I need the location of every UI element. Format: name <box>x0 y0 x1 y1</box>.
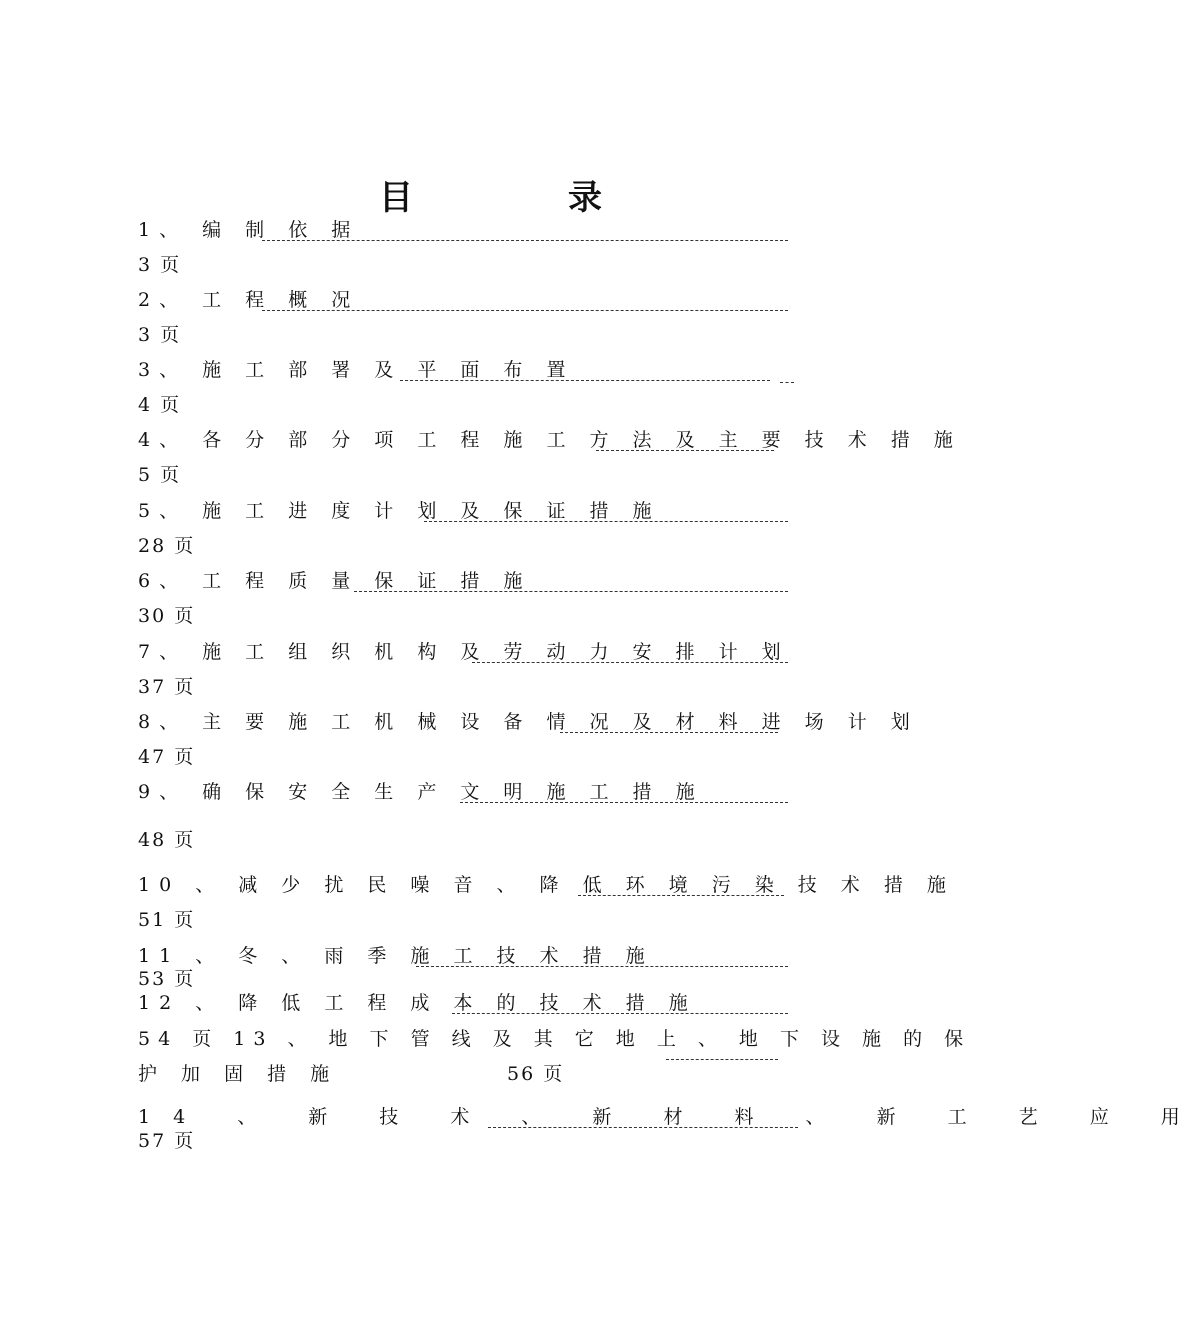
leader-line <box>596 450 774 451</box>
toc-page-4: 5 页 <box>138 464 182 486</box>
toc-entry-5[interactable]: 5、 施 工 进 度 计 划 及 保 证 措 施 <box>138 500 661 522</box>
toc-page-3: 4 页 <box>138 394 182 416</box>
toc-entry-11[interactable]: 11 、 冬 、 雨 季 施 工 技 术 措 施 <box>138 945 654 967</box>
toc-page-14: 57 页 <box>138 1130 196 1152</box>
leader-line <box>472 662 788 663</box>
toc-entry-6[interactable]: 6、 工 程 质 量 保 证 措 施 <box>138 570 532 592</box>
toc-page-5: 28 页 <box>138 535 196 557</box>
toc-page-1: 3 页 <box>138 254 182 276</box>
leader-line <box>416 966 788 967</box>
leader-line <box>452 1013 788 1014</box>
leader-line <box>262 240 788 241</box>
toc-page-11: 53 页 <box>138 968 196 990</box>
toc-entry-9[interactable]: 9、 确 保 安 全 生 产 文 明 施 工 措 施 <box>138 781 704 803</box>
toc-title <box>0 170 950 220</box>
leader-line <box>780 382 794 383</box>
toc-page-10: 51 页 <box>138 909 196 931</box>
leader-line <box>424 521 788 522</box>
toc-page-13: 56 页 <box>507 1063 565 1085</box>
toc-page-9: 48 页 <box>138 829 196 851</box>
leader-line <box>666 1059 778 1060</box>
leader-line <box>262 310 788 311</box>
toc-page-8: 47 页 <box>138 746 196 768</box>
toc-page-2: 3 页 <box>138 324 182 346</box>
toc-entry-8[interactable]: 8、 主 要 施 工 机 械 设 备 情 况 及 材 料 进 场 计 划 <box>138 711 919 733</box>
toc-entry-12[interactable]: 12 、 降 低 工 程 成 本 的 技 术 措 施 <box>138 992 697 1014</box>
toc-entry-4[interactable]: 4、 各 分 部 分 项 工 程 施 工 方 法 及 主 要 技 术 措 施 <box>138 429 962 451</box>
toc-page-7: 37 页 <box>138 676 196 698</box>
toc-entry-2[interactable]: 2、 工 程 概 况 <box>138 289 360 311</box>
toc-entry-13[interactable]: 54 页 13 、 地 下 管 线 及 其 它 地 上 、 地 下 设 施 的 保 <box>138 1028 972 1050</box>
leader-line <box>578 895 784 896</box>
title-char-2: 录 <box>568 178 602 218</box>
toc-page-6: 30 页 <box>138 605 196 627</box>
toc-entry-14[interactable]: 14 、 新 技 术 、 新 材 料 、 新 工 艺 应 用 <box>138 1106 1203 1128</box>
toc-entry-10[interactable]: 10 、 减 少 扰 民 噪 音 、 降 低 环 境 污 染 技 术 措 施 <box>138 874 955 896</box>
leader-line <box>460 802 788 803</box>
leader-line <box>354 591 788 592</box>
leader-line <box>488 1127 798 1128</box>
toc-entry-13-continued[interactable]: 护 加 固 措 施 <box>138 1063 339 1085</box>
leader-line <box>560 732 778 733</box>
toc-entry-1[interactable]: 1、 编 制 依 据 <box>138 219 360 241</box>
toc-entry-3[interactable]: 3、 施 工 部 署 及 平 面 布 置 <box>138 359 575 381</box>
title-char-1: 目 <box>379 178 413 218</box>
toc-entry-7[interactable]: 7、 施 工 组 织 机 构 及 劳 动 力 安 排 计 划 <box>138 641 790 663</box>
leader-line <box>400 380 770 381</box>
